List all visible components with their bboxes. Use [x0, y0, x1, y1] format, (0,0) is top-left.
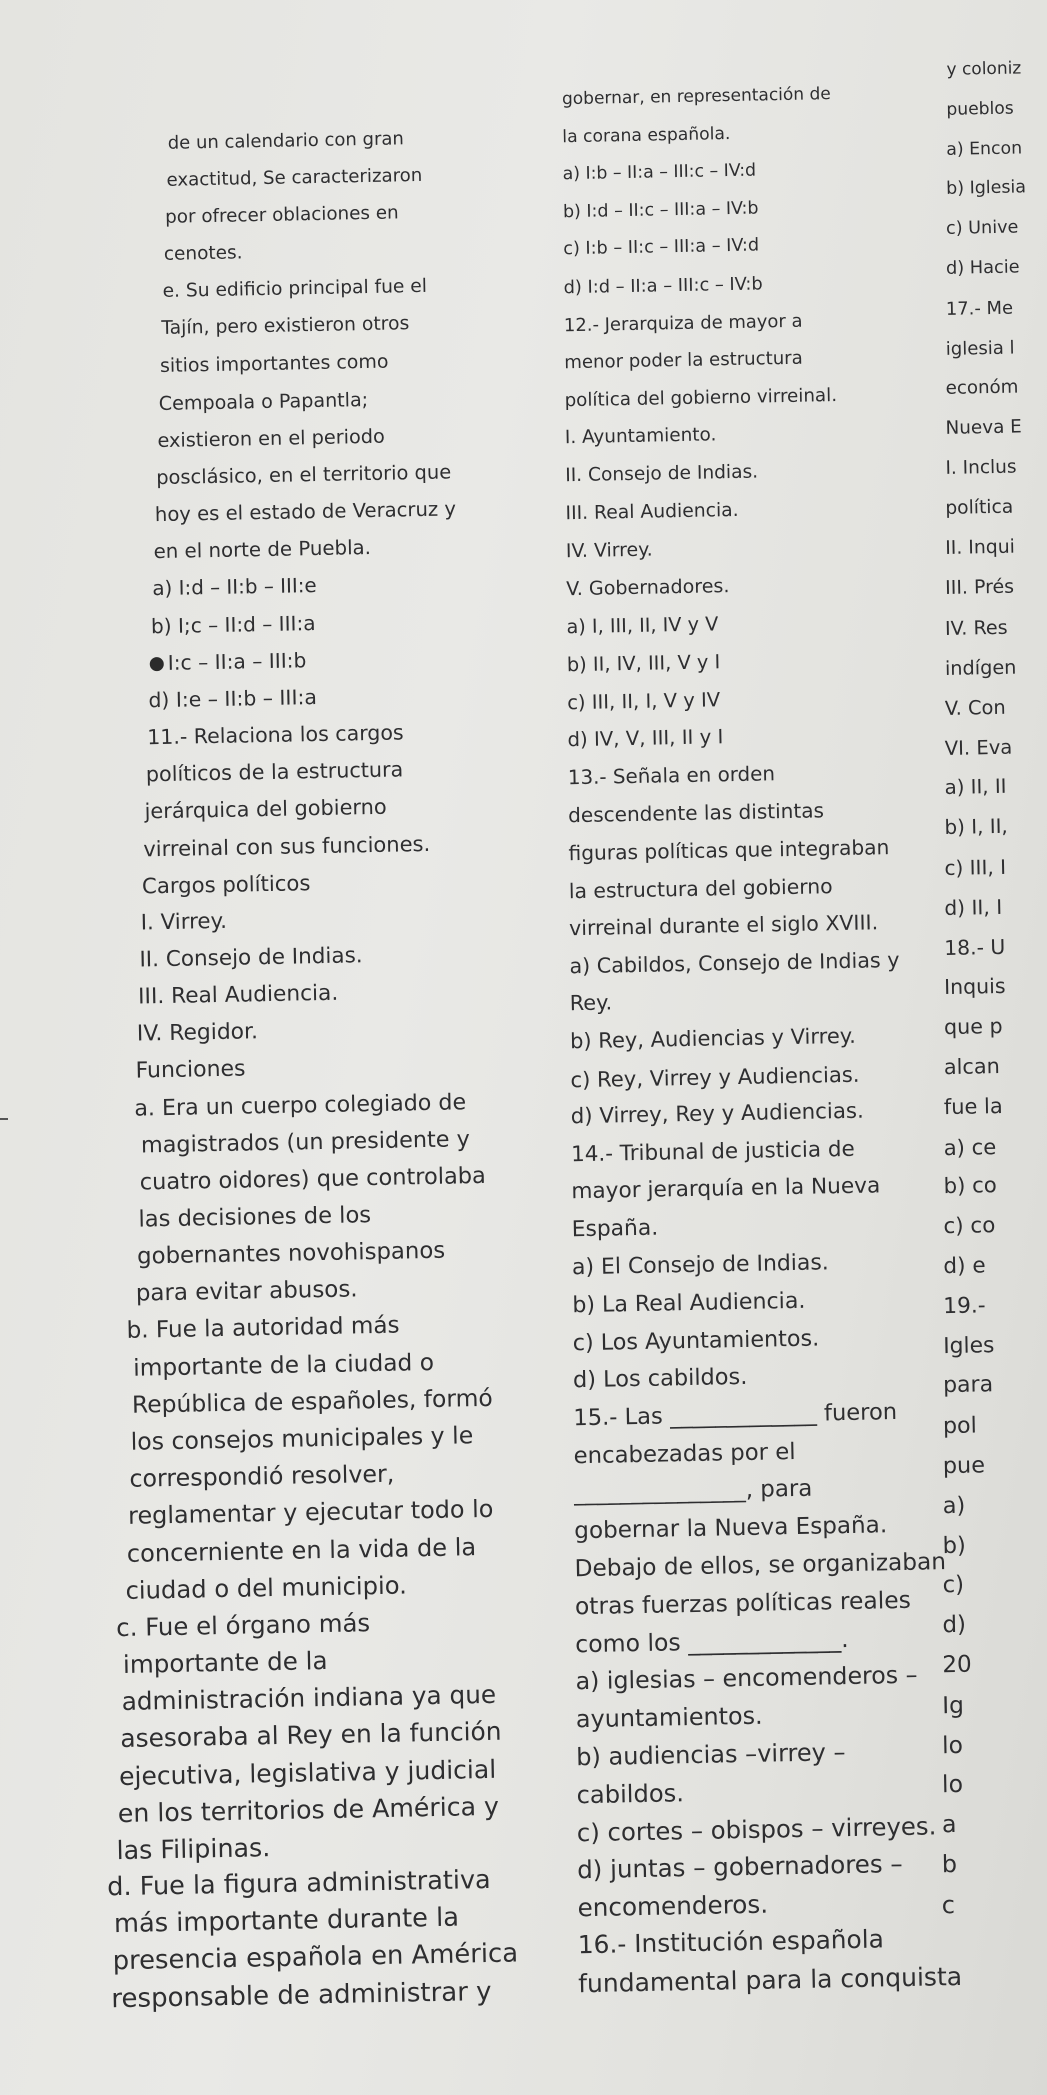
text-line: Igles: [942, 1332, 995, 1359]
text-line: Inquis: [943, 974, 1006, 1000]
text-line: ejecutiva, legislativa y judicial: [118, 1754, 497, 1792]
text-line: _______________, para: [573, 1475, 813, 1507]
text-line: c) Rey, Virrey y Audiencias.: [570, 1061, 860, 1092]
text-line: b) audiencias –virrey –: [575, 1738, 846, 1772]
text-line: políticos de la estructura: [145, 757, 404, 787]
text-line: b: [941, 1849, 958, 1879]
text-line: otras fuerzas políticas reales: [574, 1585, 912, 1621]
text-line: a) II, II: [944, 775, 1007, 800]
text-line: c) cortes – obispos – virreyes.: [576, 1810, 937, 1847]
text-line: gobernantes novohispanos: [136, 1237, 446, 1270]
text-line: cabildos.: [576, 1779, 685, 1810]
text-line: d) e: [943, 1253, 986, 1280]
text-line: Debajo de ellos, se organizaban: [574, 1548, 947, 1583]
text-line: lo: [941, 1730, 964, 1759]
text-line: pol: [942, 1412, 978, 1440]
text-line: que p: [943, 1014, 1003, 1040]
text-line: III. Real Audiencia.: [137, 980, 339, 1010]
text-line: la corana española.: [562, 123, 731, 147]
text-line: pueblos: [946, 98, 1014, 120]
text-line: más importante durante la: [113, 1902, 460, 1940]
text-line: en el norte de Puebla.: [153, 535, 372, 564]
text-line: sitios importantes como: [159, 350, 389, 377]
text-line: para evitar abusos.: [135, 1276, 358, 1307]
text-line: ciudad o del municipio.: [125, 1570, 408, 1605]
text-line: 13.- Señala en orden: [567, 762, 776, 790]
text-line: responsable de administrar y: [111, 1976, 492, 2015]
text-line: Funciones: [135, 1056, 246, 1084]
text-line: fue la: [943, 1093, 1003, 1119]
text-line: como los _____________.: [574, 1624, 849, 1658]
text-line: importante de la: [122, 1646, 328, 1679]
text-line: y coloniz: [946, 58, 1022, 80]
text-line: de un calendario con gran: [167, 128, 405, 154]
text-line: II. Consejo de Indias.: [565, 461, 759, 487]
text-line: 12.- Jerarquiza de mayor a: [563, 310, 803, 336]
text-line: las decisiones de los: [138, 1202, 372, 1233]
text-line: c) III, I: [944, 854, 1007, 881]
text-line: política: [945, 496, 1014, 519]
text-line: España.: [571, 1215, 659, 1243]
text-line: Tajín, pero existieron otros: [161, 313, 410, 339]
text-line: a) ce: [943, 1133, 997, 1160]
text-line: 17.- Me: [945, 297, 1014, 320]
text-line: concerniente en la vida de la: [126, 1533, 477, 1568]
text-line: b) Iglesia: [946, 177, 1027, 200]
text-line: existieron en el periodo: [157, 424, 386, 453]
text-line: VI. Eva: [944, 735, 1013, 760]
text-line: I. Inclus: [945, 456, 1017, 479]
text-line: b) La Real Audiencia.: [572, 1287, 806, 1319]
text-line: gobernar la Nueva España.: [574, 1512, 888, 1545]
text-line: IV. Res: [944, 615, 1008, 641]
text-line: gobernar, en representación de: [561, 84, 831, 110]
text-line: presencia española en América: [112, 1938, 519, 1977]
text-line: I. Virrey.: [140, 908, 228, 936]
text-line: correspondió resolver,: [129, 1459, 395, 1493]
text-line: IV. Regidor.: [136, 1019, 259, 1047]
text-line: cuatro oidores) que controlaba: [139, 1162, 487, 1196]
text-line: 11.- Relaciona los cargos: [146, 720, 404, 750]
text-line: I. Ayuntamiento.: [564, 424, 717, 449]
text-line: d) Hacie: [945, 257, 1020, 279]
text-line: d) Virrey, Rey y Audiencias.: [570, 1098, 864, 1130]
text-line: c) Los Ayuntamientos.: [572, 1325, 820, 1357]
text-line: la estructura del gobierno: [568, 873, 833, 903]
text-line: c. Fue el órgano más: [115, 1608, 371, 1643]
text-line: a) iglesias – encomenderos –: [575, 1660, 918, 1696]
text-line: II. Consejo de Indias.: [139, 943, 363, 973]
text-line: b) I, II,: [944, 814, 1008, 840]
text-line: b) co: [943, 1173, 998, 1200]
text-line: a) I:d – II:b – III:e: [152, 574, 317, 601]
text-line: mayor jerarquía en la Nueva: [571, 1173, 881, 1205]
text-line: por ofrecer oblaciones en: [165, 202, 399, 228]
text-line: I:c – II:a – III:b: [150, 650, 307, 673]
text-line: Cempoala o Papantla;: [158, 388, 369, 416]
text-line: 16.- Institución española: [577, 1924, 885, 1960]
text-line: descendente las distintas: [567, 798, 825, 828]
text-line: para: [942, 1372, 994, 1399]
text-line: figuras políticas que integraban: [568, 835, 890, 866]
text-line: Cargos políticos: [141, 870, 311, 899]
text-line: reglamentar y ejecutar todo lo: [127, 1494, 494, 1530]
text-line: d) IV, V, III, II y I: [567, 725, 724, 752]
text-line: c) Unive: [945, 217, 1019, 240]
text-line: pue: [942, 1452, 986, 1480]
text-line: d) I:d – II:a – III:c – IV:b: [563, 273, 763, 299]
margin-mark: [0, 1118, 8, 1120]
text-line: c: [941, 1890, 956, 1920]
text-line: a. Era un cuerpo colegiado de: [134, 1089, 467, 1122]
text-line: d) II, I: [944, 894, 1003, 920]
text-line: 18.- U: [943, 934, 1006, 960]
text-line: IV. Virrey.: [565, 538, 653, 563]
text-line: a) I, III, II, IV y V: [566, 612, 719, 639]
text-line: V. Gobernadores.: [565, 574, 730, 601]
text-line: c): [942, 1572, 965, 1599]
text-line: b. Fue la autoridad más: [126, 1312, 400, 1344]
text-line: los consejos municipales y le: [130, 1421, 474, 1456]
text-line: asesoraba al Rey en la función: [120, 1716, 502, 1754]
text-line: exactitud, Se caracterizaron: [166, 164, 423, 191]
text-line: III. Real Audiencia.: [565, 499, 739, 524]
text-line: V. Con: [944, 695, 1006, 720]
text-line: Ig: [941, 1691, 965, 1720]
text-line: política del gobierno virreinal.: [564, 384, 838, 412]
text-line: d): [942, 1611, 967, 1639]
text-line: 15.- Las _____________ fueron: [573, 1399, 898, 1432]
text-line: República de españoles, formó: [131, 1383, 494, 1419]
text-line: económ: [945, 376, 1019, 400]
text-line: c) co: [943, 1213, 996, 1240]
text-line: administración indiana ya que: [121, 1679, 497, 1716]
text-line: d) juntas – gobernadores –: [576, 1849, 903, 1885]
text-line: II. Inqui: [945, 536, 1016, 559]
text-line: b) Rey, Audiencias y Virrey.: [569, 1023, 857, 1054]
text-line: a: [941, 1810, 957, 1839]
text-line: d. Fue la figura administrativa: [106, 1864, 491, 1903]
text-line: hoy es el estado de Veracruz y: [154, 497, 457, 527]
text-line: iglesia l: [945, 337, 1015, 360]
text-line: Rey.: [569, 990, 613, 1016]
text-line: posclásico, en el territorio que: [155, 460, 452, 490]
text-line: virreinal con sus funciones.: [143, 830, 431, 862]
text-line: menor poder la estructura: [564, 347, 803, 374]
text-line: cenotes.: [163, 242, 243, 265]
text-line: a) El Consejo de Indias.: [571, 1249, 830, 1280]
text-line: b) I;c – II:d – III:a: [150, 611, 316, 639]
text-line: b) II, IV, III, V y I: [566, 650, 721, 677]
text-line: 14.- Tribunal de justicia de: [570, 1136, 855, 1168]
text-line: 19.-: [943, 1293, 986, 1319]
text-line: ayuntamientos.: [575, 1701, 763, 1734]
text-line: virreinal durante el siglo XVIII.: [568, 910, 879, 941]
text-line: 20: [942, 1651, 972, 1679]
text-line: lo: [941, 1770, 964, 1799]
text-line: indígen: [944, 655, 1017, 680]
text-line: las Filipinas.: [116, 1832, 271, 1866]
text-line: a): [942, 1492, 966, 1519]
text-line: a) I:b – II:a – III:c – IV:d: [562, 160, 757, 185]
text-line: c) III, II, I, V y IV: [566, 687, 721, 714]
text-line: d) Los cabildos.: [572, 1364, 748, 1394]
text-line: a) Cabildos, Consejo de Indias y: [569, 947, 900, 979]
text-line: e. Su edificio principal fue el: [162, 275, 428, 302]
text-line: fundamental para la conquista: [577, 1961, 963, 1999]
text-line: d) I:e – II:b – III:a: [148, 685, 318, 713]
text-line: c) I:b – II:c – III:a – IV:d: [563, 235, 760, 260]
text-line: encabezadas por el: [573, 1438, 796, 1469]
text-line: magistrados (un presidente y: [140, 1126, 471, 1159]
text-line: importante de la ciudad o: [133, 1348, 435, 1382]
text-line: Nueva E: [945, 416, 1022, 440]
text-line: jerárquica del gobierno: [144, 794, 387, 824]
text-line: III. Prés: [944, 576, 1015, 600]
text-line: b) I:d – II:c – III:a – IV:b: [562, 198, 759, 223]
text-line: alcan: [943, 1054, 1001, 1080]
text-line: en los territorios de América y: [117, 1791, 500, 1829]
text-line: b): [942, 1532, 967, 1559]
text-line: a) Encon: [946, 138, 1023, 160]
text-line: encomenderos.: [577, 1889, 769, 1923]
